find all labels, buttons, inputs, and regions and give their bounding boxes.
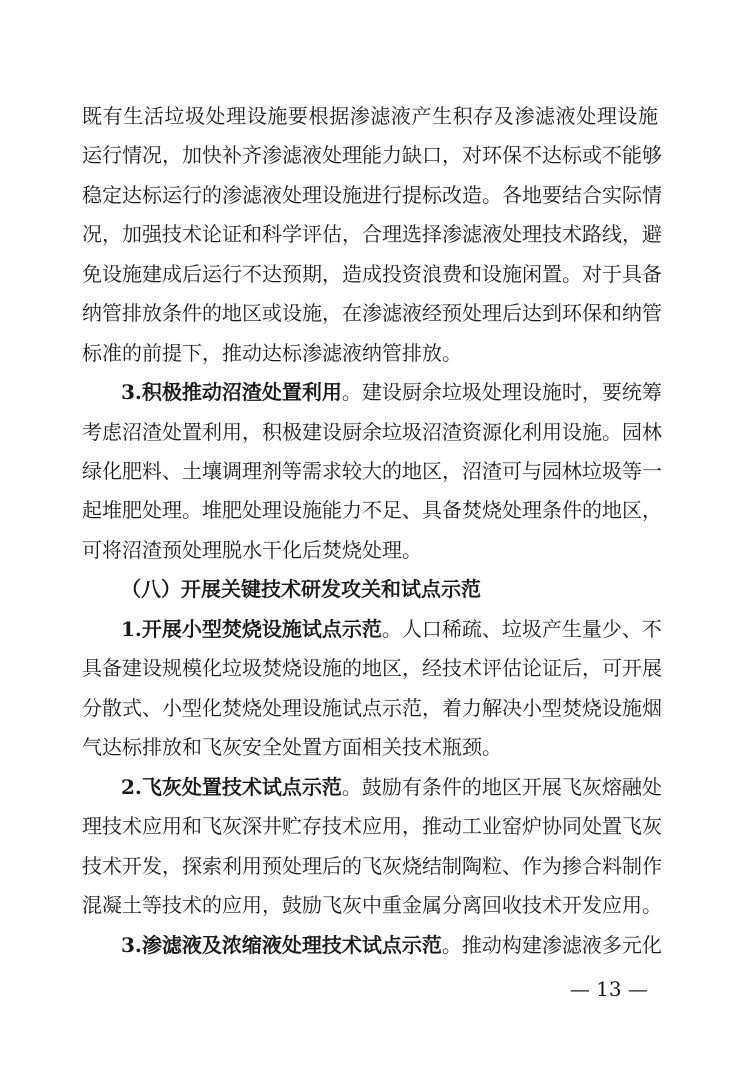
paragraph-line: 稳定达标运行的渗滤液处理设施进行提标改造。各地要结合实际情 [82,183,662,207]
item-first-line [121,930,662,960]
paragraph-line: 运行情况，加快补齐渗滤液处理能力缺口，对环保不达标或不能够 [82,143,662,167]
paragraph-line: 起堆肥处理。堆肥处理设施能力不足、具备焚烧处理条件的地区， [82,498,662,522]
item-first-line [121,377,662,407]
item-first-rest: 。推动构建渗滤液多元化 [441,933,662,957]
section-heading: （八）开展关键技术研发攻关和试点示范 [121,577,481,601]
paragraph-line: 理技术应用和飞灰深井贮存技术应用，推动工业窑炉协同处置飞灰 [82,814,662,838]
item-first-line [121,772,662,802]
paragraph-line: 混凝土等技术的应用，鼓励飞灰中重金属分离回收技术开发应用。 [82,893,662,917]
paragraph-line: 分散式、小型化焚烧处理设施试点示范，着力解决小型焚烧设施烟 [82,696,662,720]
item-lead: 3.积极推动沼渣处置利用 [121,380,342,404]
paragraph-line: 技术开发，探索利用预处理后的飞灰烧结制陶粒、作为掺合料制作 [82,854,662,878]
item-first-rest: 。人口稀疏、垃圾产生量少、不 [381,617,662,641]
item-lead: 1.开展小型焚烧设施试点示范 [121,617,382,641]
item-first-rest: 。鼓励有条件的地区开展飞灰熔融处 [341,775,662,799]
paragraph-line: 考虑沼渣处置利用，积极建设厨余垃圾沼渣资源化利用设施。园林 [82,420,662,444]
item-first-rest: 。建设厨余垃圾处理设施时，要统筹 [341,380,662,404]
page-number: — 13 — [569,977,648,1001]
paragraph-line: 既有生活垃圾处理设施要根据渗滤液产生积存及渗滤液处理设施 [82,104,658,128]
item-lead: 3.渗滤液及浓缩液处理技术试点示范 [121,933,442,957]
item-first-line [121,614,662,644]
paragraph-line: 具备建设规模化垃圾焚烧设施的地区，经技术评估论证后，可开展 [82,656,662,680]
paragraph-line: 绿化肥料、土壤调理剂等需求较大的地区，沼渣可与园林垃圾等一 [82,459,662,483]
paragraph-line: 标准的前提下，推动达标渗滤液纳管排放。 [82,341,462,365]
paragraph-line: 纳管排放条件的地区或设施，在渗滤液经预处理后达到环保和纳管 [82,301,662,325]
paragraph-line: 可将沼渣预处理脱水干化后焚烧处理。 [82,538,422,562]
paragraph-line: 气达标排放和飞灰安全处置方面相关技术瓶颈。 [82,735,502,759]
item-lead: 2.飞灰处置技术试点示范 [121,775,342,799]
paragraph-line: 免设施建成后运行不达预期，造成投资浪费和设施闲置。对于具备 [82,262,662,286]
paragraph-line: 况，加强技术论证和科学评估，合理选择渗滤液处理技术路线，避 [82,222,662,246]
